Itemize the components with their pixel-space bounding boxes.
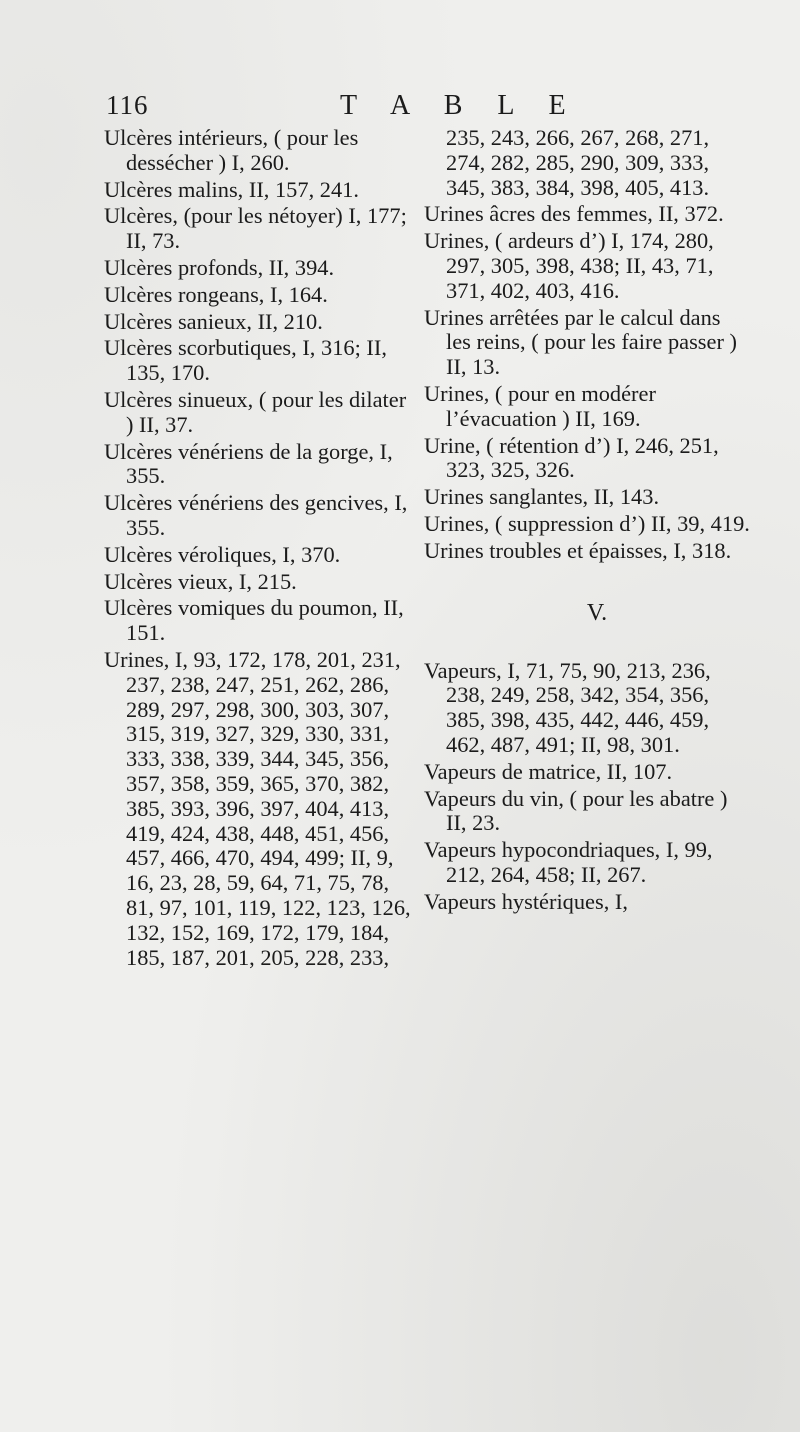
index-entry: Ulcères, (pour les nétoyer) I, 177; II, 73. (104, 203, 407, 254)
index-entry: Vapeurs hypocondriaques, I, 99, 212, 264, 458; II, 267. (424, 837, 713, 887)
index-entry: Vapeurs du vin, ( pour les abatre ) II, 23. (424, 785, 728, 836)
index-entry: Ulcères vomiques du poumon, II, 151. (104, 595, 404, 646)
left-column (104, 126, 412, 972)
index-entry: Ulcères sinueux, ( pour les dilater ) II, 37. (104, 386, 407, 437)
index-entry: Urines âcres des femmes, II, 372. (424, 201, 724, 227)
index-entry-continuation: 235, 243, 266, 267, 268, 271, 274, 282, 285, 290, 309, 333, 345, 383, 384, 398, 405, 413. (446, 125, 710, 200)
right-column (424, 126, 750, 917)
index-entry: Ulcères malins, II, 157, 241. (104, 176, 359, 202)
index-entry: Ulcères sanieux, II, 210. (104, 308, 323, 334)
index-entry: Ulcères profonds, II, 394. (104, 254, 335, 280)
page-number: 116 (106, 90, 149, 120)
index-entry: Urines, I, 93, 172, 178, 201, 231, 237, 238, 247, 251, 262, 286, 289, 297, 298, 300, 303, 307, 315, 319, 327, 329, 330, 331, 333, 338, 339, 344, 345, 356, 357, 358, 359, 365, 370, 382, 385, 393, 396, 397, 404, 413, 419, 424, 438, 448, 451, 456, 457, 466, 470, 494, 499; II, 9, 16, 23, 28, 59, 64, 71, 75, 78, 81, 97, 101, 119, 122, 123, 126, 132, 152, 169, 172, 179, 184, 185, 187, 201, 205, 228, 233, (104, 646, 411, 970)
index-entry: Ulcères rongeans, I, 164. (104, 281, 328, 307)
index-entry: Vapeurs de matrice, II, 107. (424, 758, 673, 784)
section-letter: V. (586, 599, 608, 626)
index-entry: Ulcères scorbutiques, I, 316; II, 135, 170. (104, 335, 387, 386)
index-entry: Urines, ( suppression d’) II, 39, 419. (424, 510, 750, 536)
index-entry: Ulcères intérieurs, ( pour les dessécher ) I, 260. (104, 125, 359, 175)
index-entry: Ulcères véroliques, I, 370. (104, 541, 341, 567)
index-entry: Urines troubles et épaisses, I, 318. (424, 537, 732, 563)
index-entry: Urine, ( rétention d’) I, 246, 251, 323, 325, 326. (424, 432, 719, 483)
running-title: T A B L E (340, 90, 580, 121)
index-entry: Vapeurs hystériques, I, (424, 888, 628, 914)
index-entry: Urines sanglantes, II, 143. (424, 484, 660, 510)
index-entry: Ulcères vénériens des gencives, I, 355. (104, 490, 408, 540)
index-entry: Urines arrêtées par le calcul dans les reins, ( pour les faire passer ) II, 13. (424, 304, 737, 380)
index-entry: Vapeurs, I, 71, 75, 90, 213, 236, 238, 249, 258, 342, 354, 356, 385, 398, 435, 442, 446, 459, 462, 487, 491; II, 98, 301. (424, 657, 711, 757)
index-entry: Ulcères vieux, I, 215. (104, 568, 297, 594)
index-entry: Urines, ( pour en modérer l’évacuation ) II, 169. (424, 380, 656, 431)
index-entry: Ulcères vénériens de la gorge, I, 355. (104, 438, 393, 489)
index-entry: Urines, ( ardeurs d’) I, 174, 280, 297, 305, 398, 438; II, 43, 71, 371, 402, 403, 416. (424, 228, 714, 303)
